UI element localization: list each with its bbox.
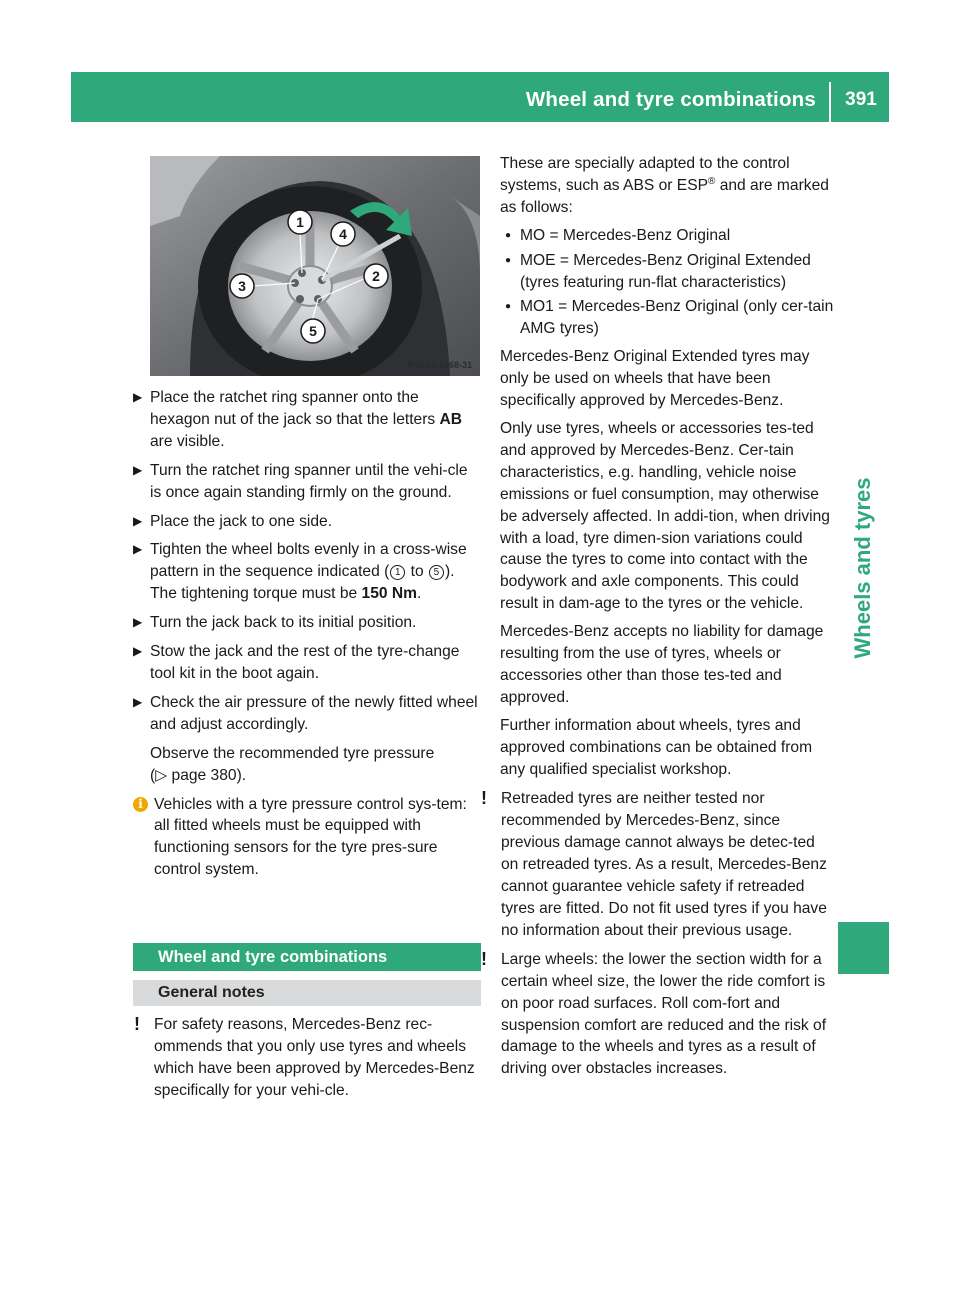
- list-item-text: MO = Mercedes-Benz Original: [520, 226, 731, 244]
- step-2: [133, 460, 481, 504]
- side-marker: [838, 922, 889, 974]
- header-title: Wheel and tyre combinations: [525, 88, 816, 111]
- list-item: [500, 225, 836, 247]
- triangle-right-icon: ▶: [133, 615, 143, 630]
- step-4-text-2: ). The tightening torque must be: [150, 563, 455, 603]
- list-item-text: MO1 = Mercedes-Benz Original (only cer-tain AMG tyres): [520, 298, 834, 338]
- callout-2: [364, 264, 388, 288]
- callout-3: [230, 274, 254, 298]
- step-4: [133, 539, 481, 605]
- torque-value: 150 Nm: [361, 585, 417, 603]
- triangle-right-icon: ▶: [133, 644, 143, 659]
- paragraph-3: Mercedes-Benz accepts no liability for damage resulting from the use of tyres, wheels or accessories other than those tes-ted and approved.: [500, 623, 824, 706]
- step-1: [133, 387, 481, 453]
- registered-mark: ®: [708, 175, 716, 187]
- warning-note-1: [133, 1014, 481, 1102]
- paragraph-1: Mercedes-Benz Original Extended tyres may only be used on wheels that have been specifically approved by Mercedes-Benz.: [500, 348, 810, 410]
- step-5-text: Turn the jack back to its initial position.: [150, 614, 417, 632]
- left-column-lower: [133, 1014, 481, 1109]
- page-ref-arrow-icon: ▷: [155, 766, 168, 784]
- step-7: [133, 692, 481, 736]
- callout-2-label: 2: [372, 268, 380, 284]
- paragraph-2: Only use tyres, wheels or accessories tes-ted and approved by Mercedes-Benz. Cer-tain characteristics, e.g. handling, vehicle noise emissions or fuel consumption, may otherwise be adversely affected. In addi-tion, when driving with a load, tyre dimen-sion variations could cause the tyres to come into contact with the bodywork and axle components. This could result in dam-age to the tyres or the vehicle.: [500, 419, 830, 613]
- subsection-title: General notes: [133, 980, 481, 1006]
- warning-note-3-text: Large wheels: the lower the section width for a certain wheel size, the lower the ride comfort is on poor road surfaces. Roll com-fort and suspension comfort are reduced and the risk of damage to the wheels and tyres as a result of driving over obstacles increases.: [501, 950, 827, 1078]
- step-3-text: Place the jack to one side.: [150, 512, 333, 530]
- callout-3-label: 3: [238, 278, 246, 294]
- callout-4: [331, 222, 355, 246]
- triangle-right-icon: ▶: [133, 694, 143, 709]
- intro-text: These are specially adapted to the control systems, such as ABS or ESP: [500, 155, 790, 194]
- callout-4-label: 4: [339, 226, 347, 242]
- step-7-text: Check the air pressure of the newly fitted wheel and adjust accordingly.: [150, 693, 478, 733]
- callout-5: [301, 319, 325, 343]
- warning-note-2: [480, 788, 836, 941]
- paragraph-4: Further information about wheels, tyres and approved combinations can be obtained from any qualified specialist workshop.: [500, 716, 813, 778]
- exclamation-icon: !: [134, 1014, 140, 1034]
- side-tab: [838, 458, 889, 678]
- wheel-illustration: [150, 156, 480, 376]
- list-item: [500, 250, 836, 294]
- page-number: 391: [845, 89, 877, 110]
- step-3: [133, 511, 481, 533]
- step-2-text: Turn the ratchet ring spanner until the vehi-cle is once again standing firmly on the ground.: [150, 461, 468, 501]
- bullet-icon: ●: [505, 254, 512, 266]
- bullet-icon: ●: [505, 301, 512, 313]
- list-item: [500, 296, 836, 340]
- circled-number-5: 5: [429, 565, 444, 580]
- figure-code: P40.10-6468-31: [407, 360, 472, 370]
- callout-5-label: 5: [309, 323, 317, 339]
- info-icon: i: [133, 797, 148, 812]
- exclamation-icon: !: [481, 948, 487, 969]
- triangle-right-icon: ▶: [133, 390, 143, 404]
- page-header: [71, 72, 889, 122]
- wheel-figure: [150, 156, 480, 376]
- intro-text-end: and are marked as follows:: [500, 176, 829, 216]
- section-title: Wheel and tyre combinations: [133, 943, 481, 971]
- circled-number-1: 1: [390, 565, 405, 580]
- bullet-icon: ●: [505, 229, 512, 241]
- paren-open: (: [150, 766, 156, 784]
- step-1-text: Place the ratchet ring spanner onto the hexagon nut of the jack so that the letters: [150, 389, 436, 428]
- side-tab-label: Wheels and tyres: [850, 477, 875, 659]
- info-note-text: Vehicles with a tyre pressure control sys-tem: all fitted wheels must be equipped with functioning sensors for the tyre pres-sure control system.: [154, 795, 467, 879]
- right-column: [481, 153, 836, 1087]
- intro-paragraph: [500, 153, 836, 219]
- step-7-note: [133, 743, 481, 787]
- step-6-text: Stow the jack and the rest of the tyre-change tool kit in the boot again.: [150, 643, 460, 682]
- callout-1: [288, 210, 312, 234]
- page-reference[interactable]: page 380).: [167, 766, 247, 784]
- warning-note-3: [480, 949, 836, 1080]
- warning-note-2-text: Retreaded tyres are neither tested nor recommended by Mercedes-Benz, since previous damage cannot always be detec-ted on retreaded tyres. As a result, Mercedes-Benz cannot guarantee vehicle safety if retreaded tyres are fitted. Do not fit used tyres if you have no information about their previous usage.: [501, 790, 827, 939]
- step-1-bold: AB: [439, 410, 463, 428]
- step-1-text-end: are visible.: [150, 432, 225, 450]
- exclamation-icon: !: [481, 788, 487, 809]
- list-item-text: MOE = Mercedes-Benz Original Extended (tyres featuring run-flat characteristics): [520, 251, 811, 291]
- step-5: [133, 612, 481, 634]
- triangle-right-icon: ▶: [133, 513, 143, 528]
- left-column: [133, 387, 481, 888]
- step-6: [133, 641, 481, 685]
- step-4-to: to: [406, 563, 428, 581]
- triangle-right-icon: ▶: [133, 542, 143, 557]
- callout-1-label: 1: [296, 214, 304, 230]
- step-4-period: .: [417, 585, 422, 603]
- info-note: [133, 794, 481, 882]
- step-7-note-text: Observe the recommended tyre pressure: [150, 744, 435, 762]
- header-divider: [829, 82, 831, 122]
- warning-note-1-text: For safety reasons, Mercedes-Benz rec-ommends that you only use tyres and wheels which have been approved by Mercedes-Benz specifically for your vehi-cle.: [154, 1016, 475, 1099]
- step-4-text: Tighten the wheel bolts evenly in a cross-wise pattern in the sequence indicated (: [150, 541, 467, 581]
- triangle-right-icon: ▶: [133, 462, 143, 477]
